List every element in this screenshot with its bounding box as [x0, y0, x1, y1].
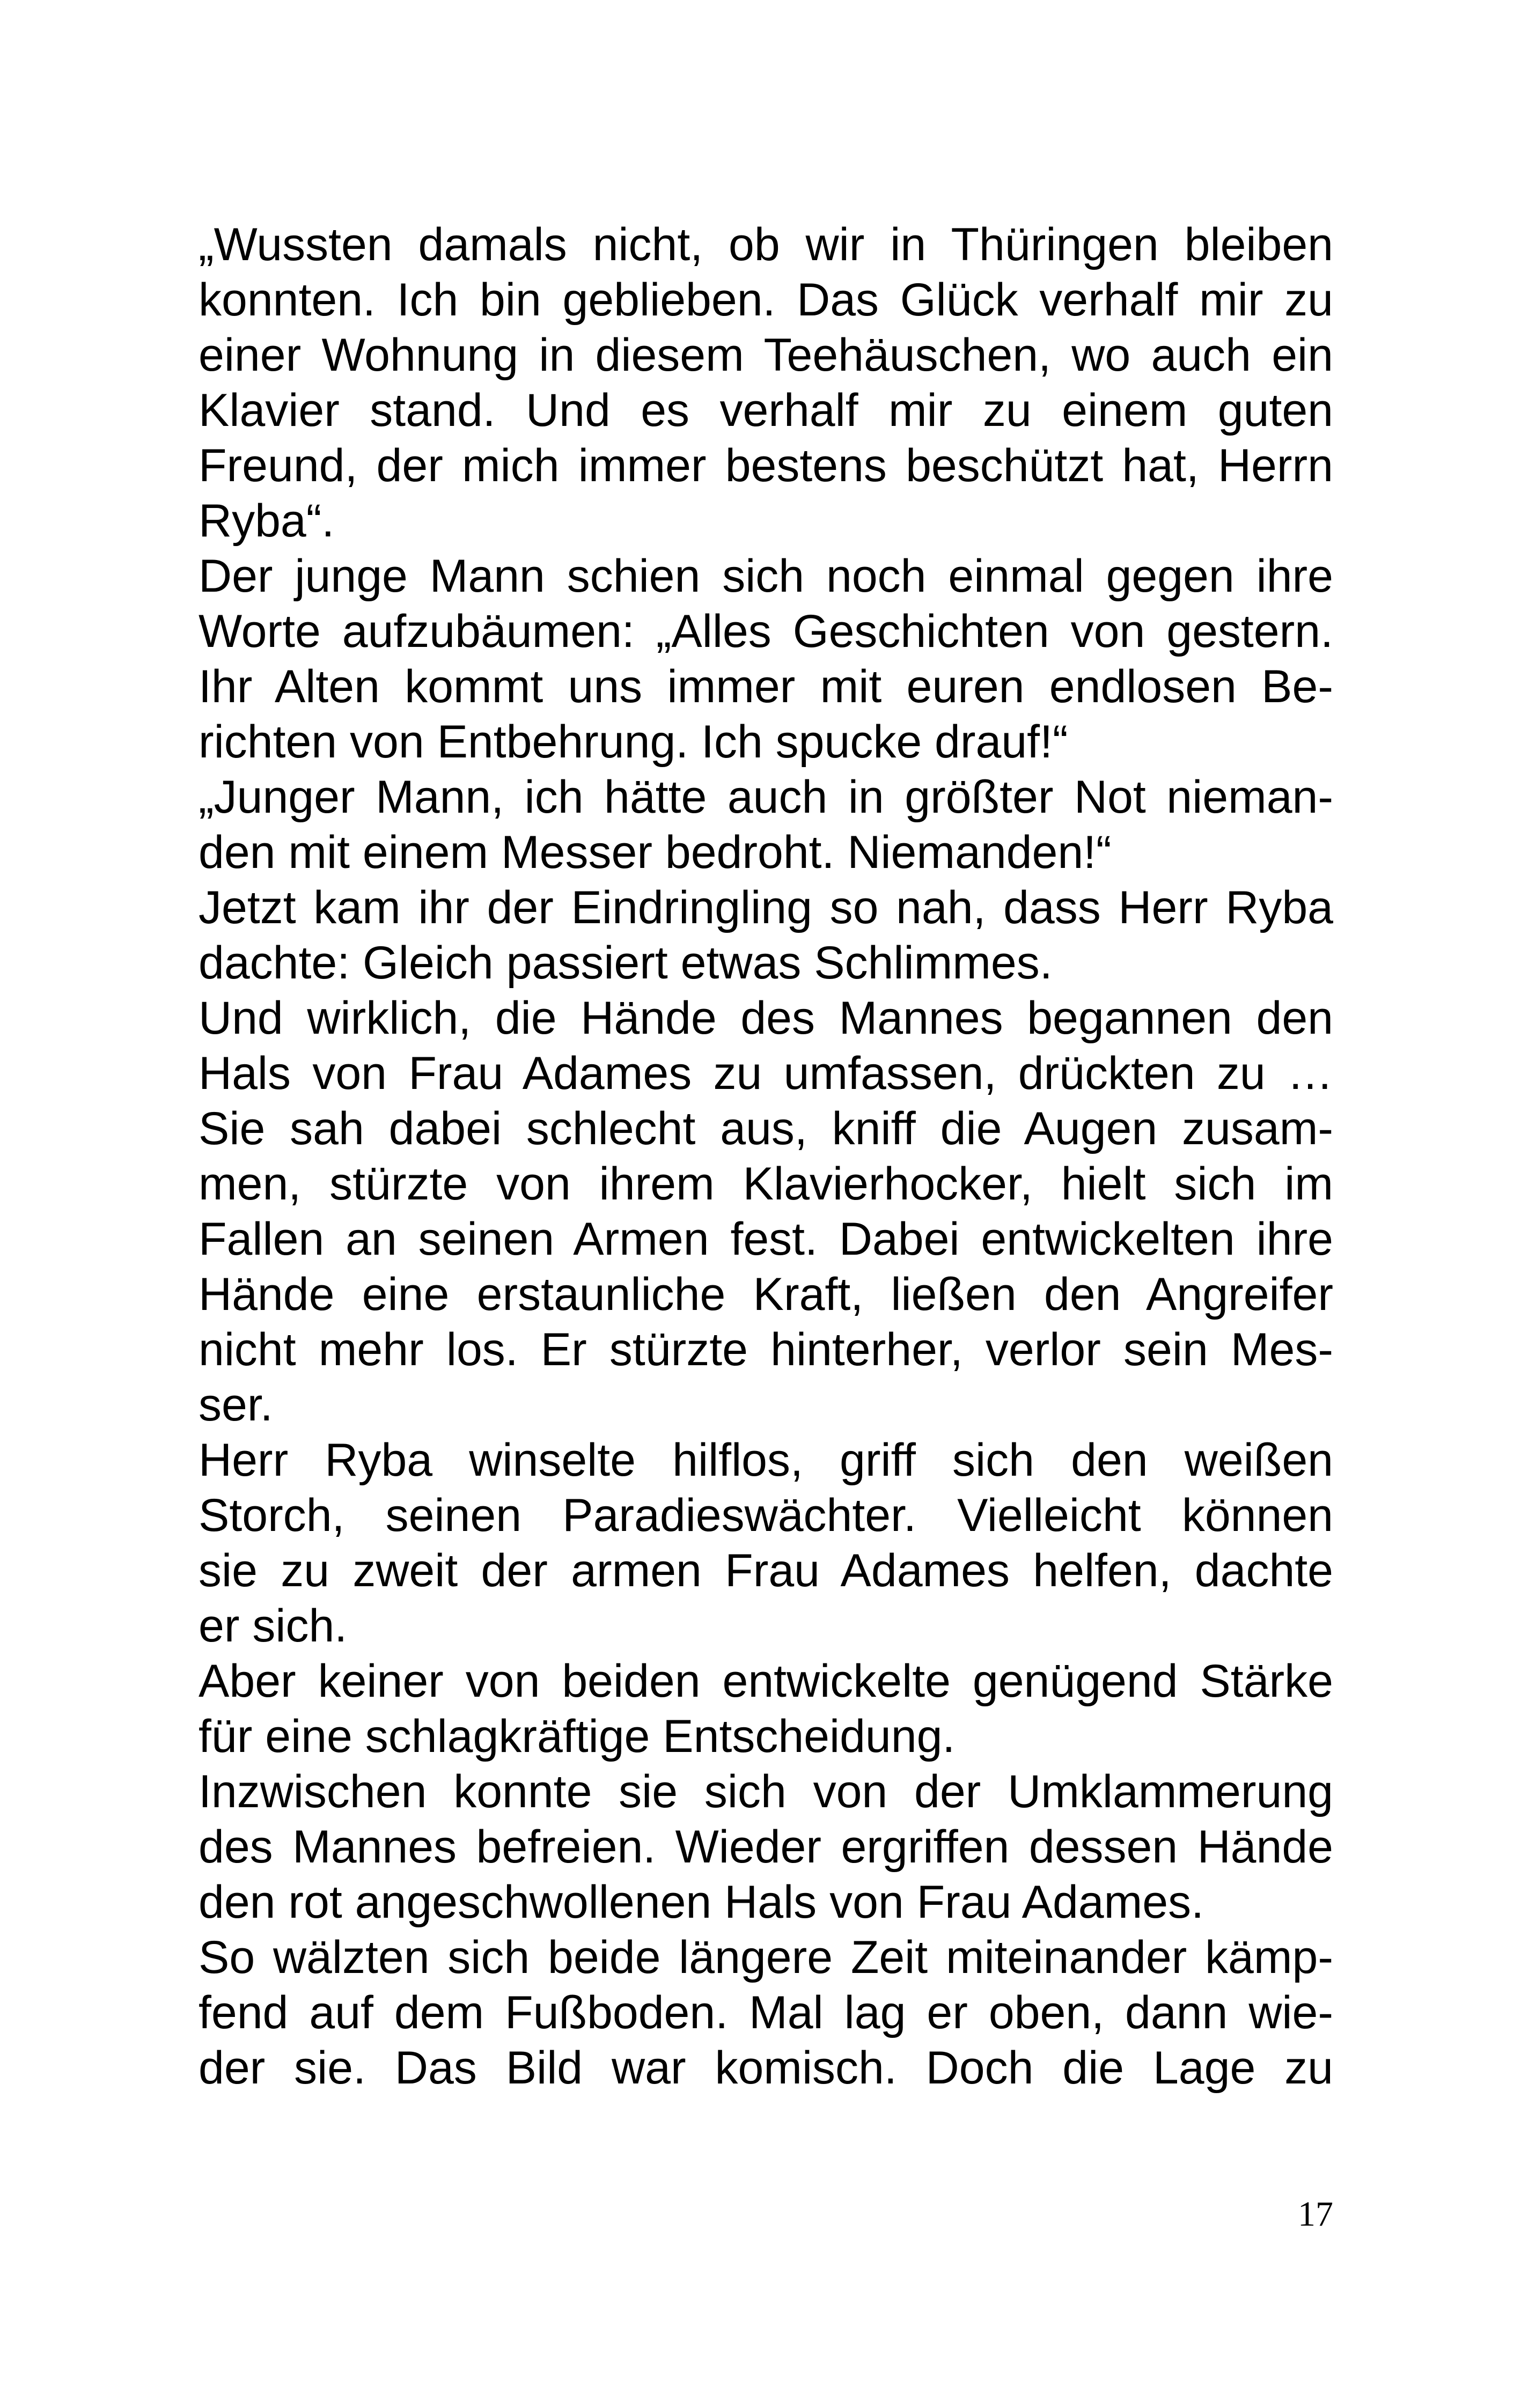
text-line: Hals von Frau Adames zu umfassen, drückten zu …: [199, 1048, 1333, 1099]
text-line: Ihr Alten kommt uns immer mit euren endlosen Be-: [199, 661, 1333, 712]
text-line: Hände eine erstaunliche Kraft, ließen den Angreifer: [199, 1269, 1333, 1320]
text-line: er sich.: [199, 1600, 348, 1652]
text-line: sie zu zweit der armen Frau Adames helfen, dachte: [199, 1545, 1333, 1596]
text-line: der sie. Das Bild war komisch. Doch die Lage zu: [199, 2042, 1333, 2094]
text-line: den rot angeschwollenen Hals von Frau Adames.: [199, 1876, 1204, 1928]
text-line: ser.: [199, 1379, 273, 1431]
text-line: Worte aufzubäumen: „Alles Geschichten von gestern.: [199, 606, 1333, 657]
text-line: des Mannes befreien. Wieder ergriffen dessen Hände: [199, 1821, 1333, 1873]
text-line: einer Wohnung in diesem Teehäuschen, wo auch ein: [199, 329, 1333, 381]
text-line: fend auf dem Fußboden. Mal lag er oben, dann wie-: [199, 1987, 1333, 2038]
text-line: dachte: Gleich passiert etwas Schlimmes.: [199, 937, 1053, 989]
page-number: 17: [1298, 2195, 1333, 2234]
text-line: Fallen an seinen Armen fest. Dabei entwickelten ihre: [199, 1213, 1333, 1265]
text-line: „Junger Mann, ich hätte auch in größter Not nieman-: [199, 771, 1333, 823]
text-line: den mit einem Messer bedroht. Niemanden!“: [199, 827, 1112, 878]
text-line: Herr Ryba winselte hilflos, griff sich den weißen: [199, 1434, 1333, 1486]
text-line: für eine schlagkräftige Entscheidung.: [199, 1711, 956, 1762]
text-line: men, stürzte von ihrem Klavierhocker, hielt sich im: [199, 1158, 1333, 1210]
text-line: Klavier stand. Und es verhalf mir zu einem guten: [199, 385, 1333, 436]
text-line: Storch, seinen Paradieswächter. Vielleicht können: [199, 1490, 1333, 1541]
text-line: „Wussten damals nicht, ob wir in Thüringen bleiben: [199, 219, 1333, 270]
text-line: Sie sah dabei schlecht aus, kniff die Augen zusam-: [199, 1103, 1333, 1154]
text-line: richten von Entbehrung. Ich spucke drauf!“: [199, 716, 1068, 768]
text-line: Der junge Mann schien sich noch einmal gegen ihre: [199, 550, 1333, 602]
text-line: konnten. Ich bin geblieben. Das Glück verhalf mir zu: [199, 274, 1333, 326]
text-line: nicht mehr los. Er stürzte hinterher, verlor sein Mes-: [199, 1324, 1333, 1375]
text-line: Ryba“.: [199, 495, 335, 547]
text-line: So wälzten sich beide längere Zeit miteinander kämp-: [199, 1932, 1333, 1983]
text-line: Und wirklich, die Hände des Mannes begannen den: [199, 992, 1333, 1044]
text-line: Jetzt kam ihr der Eindringling so nah, dass Herr Ryba: [199, 882, 1333, 933]
text-line: Inzwischen konnte sie sich von der Umklammerung: [199, 1766, 1333, 1817]
text-line: Aber keiner von beiden entwickelte genügend Stärke: [199, 1655, 1333, 1707]
text-line: Freund, der mich immer bestens beschützt hat, Herrn: [199, 440, 1333, 491]
body-text: [199, 217, 1333, 2096]
